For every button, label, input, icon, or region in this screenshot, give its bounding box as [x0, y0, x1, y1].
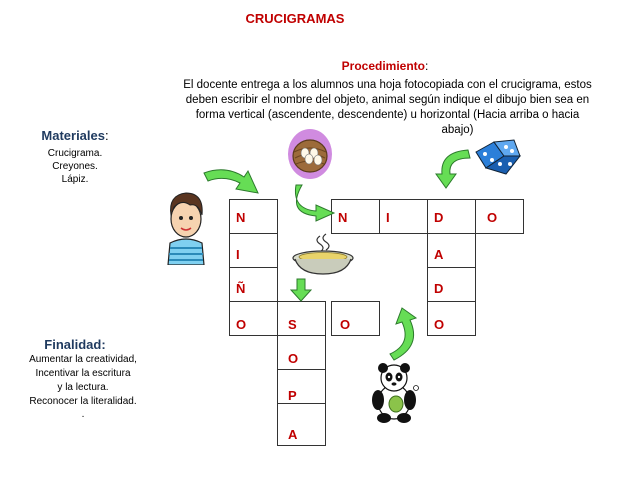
crossword-cell[interactable]	[277, 403, 326, 446]
purpose-item: Incentivar la escritura	[35, 368, 131, 379]
crossword-letter: D	[434, 281, 444, 296]
procedure-line: abajo)	[441, 124, 474, 136]
procedure-line: El docente entrega a los alumnos una hoja fotocopiada con el crucigrama, estos	[183, 79, 592, 91]
crossword-letter: O	[487, 210, 498, 225]
materials-heading-colon: :	[104, 128, 109, 143]
panda-icon	[366, 360, 422, 424]
crossword-cell[interactable]	[277, 369, 326, 404]
arrow-icon	[428, 148, 476, 190]
crossword-cell[interactable]	[331, 301, 380, 336]
crossword-letter: P	[288, 388, 297, 403]
purpose-item: y la lectura.	[57, 382, 109, 393]
purpose-item: .	[81, 409, 85, 420]
crossword-letter: A	[434, 247, 444, 262]
purpose-heading: Finalidad:	[44, 337, 106, 352]
arrow-icon	[200, 163, 262, 201]
materials-heading	[20, 128, 130, 143]
bird-nest-icon	[284, 126, 336, 182]
arrow-icon	[290, 183, 338, 223]
materials-item: Lápiz.	[61, 174, 89, 185]
materials-item: Crucigrama.	[47, 148, 103, 159]
crossword-letter: O	[288, 351, 299, 366]
procedure-text	[165, 78, 610, 138]
crossword-cell[interactable]	[277, 335, 326, 370]
procedure-line: deben escribir el nombre del objeto, animal según indique el dibujo bien sea en	[185, 94, 590, 106]
crossword-letter: O	[434, 317, 445, 332]
procedure-line: forma vertical (ascendente, descendente) u horizontal (Hacia arriba o hacia	[195, 109, 580, 121]
crossword-letter: N	[236, 210, 246, 225]
crossword-letter: A	[288, 427, 298, 442]
dice-icon	[470, 134, 522, 178]
procedure-heading-label: Procedimiento	[341, 59, 425, 73]
crossword-letter: S	[288, 317, 297, 332]
crossword-letter: Ñ	[236, 281, 246, 296]
arrow-icon	[388, 306, 428, 362]
crossword-letter: N	[338, 210, 348, 225]
soup-bowl-icon	[290, 232, 356, 276]
purpose-item: Aumentar la creatividad,	[29, 354, 137, 365]
arrow-icon	[290, 278, 312, 302]
crossword-letter: O	[236, 317, 247, 332]
materials-heading-label: Materiales	[41, 128, 105, 143]
crossword-cell[interactable]	[277, 301, 326, 336]
purpose-item: Reconocer la literalidad.	[29, 396, 137, 407]
crossword-letter: I	[386, 210, 390, 225]
crossword-letter: O	[340, 317, 351, 332]
page-title: CRUCIGRAMAS	[245, 11, 345, 26]
crossword-letter: I	[236, 247, 240, 262]
materials-item: Creyones.	[52, 161, 98, 172]
procedure-heading-colon: :	[425, 59, 429, 73]
crossword-letter: D	[434, 210, 444, 225]
procedure-heading	[330, 59, 440, 73]
crossword-cell[interactable]	[475, 199, 524, 234]
